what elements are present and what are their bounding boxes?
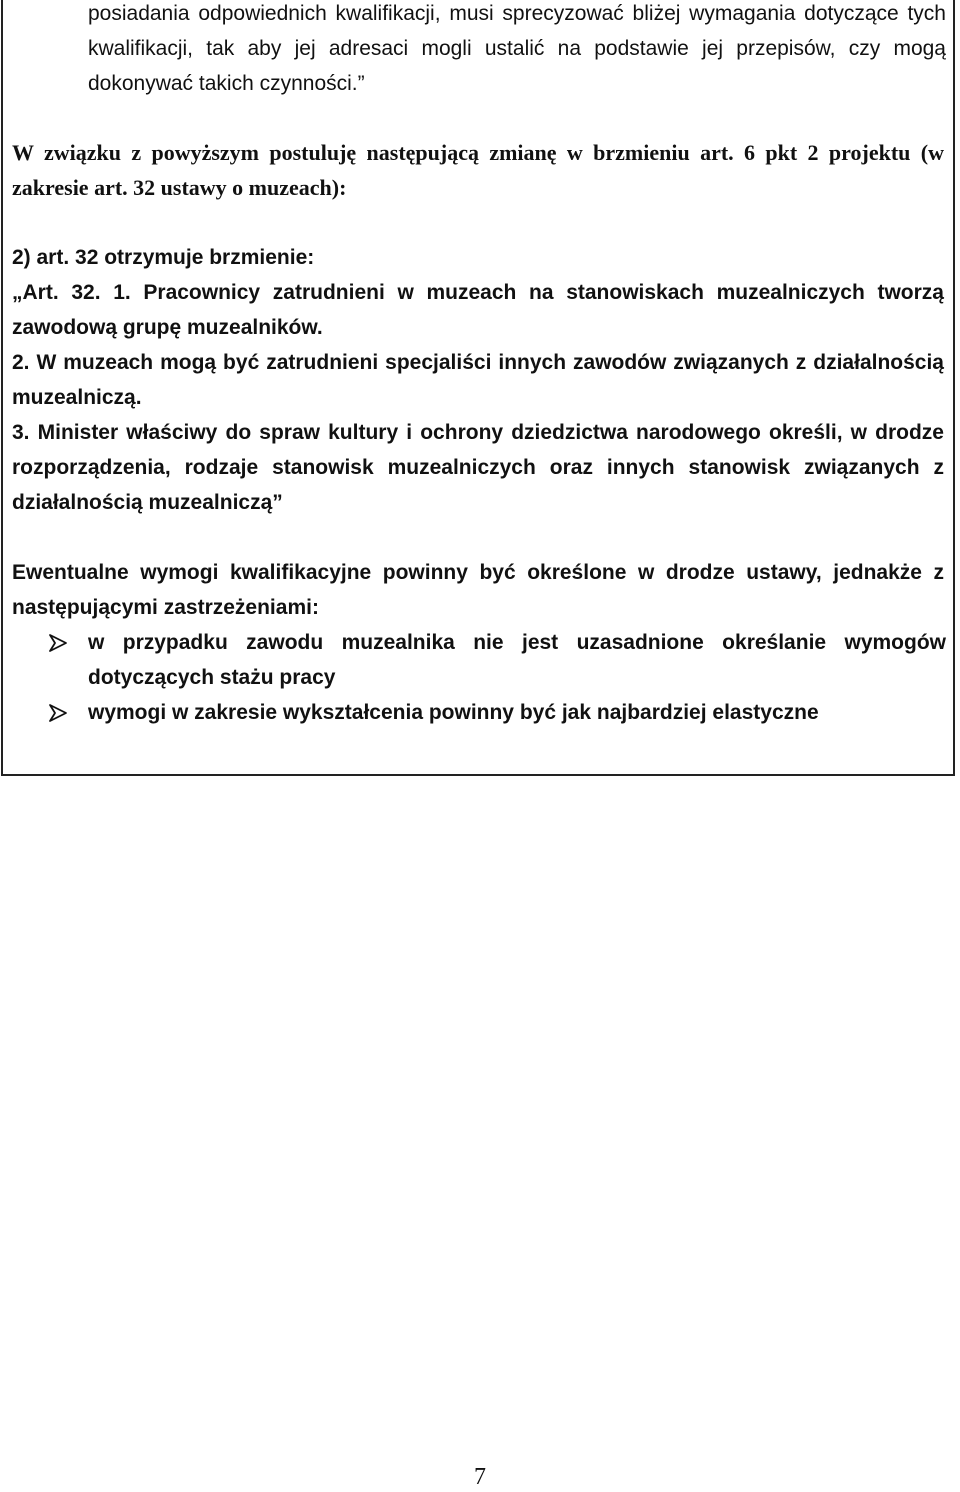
amendment-heading: 2) art. 32 otrzymuje brzmienie: [12, 246, 315, 269]
list-item-text: wymogi w zakresie wykształcenia powinny być jak najbardziej elastyczne [88, 701, 819, 724]
page-number: 7 [474, 1464, 486, 1490]
arrow-bullet-icon [48, 695, 88, 730]
requirements-intro: Ewentualne wymogi kwalifikacyjne powinny być określone w drodze ustawy, jednakże z następującymi zastrzeżeniami: [12, 561, 944, 619]
amendment-point-1: „Art. 32. 1. Pracownicy zatrudnieni w muzeach na stanowiskach muzealniczych tworzą zawodową grupę muzealników. [12, 281, 944, 339]
amendment-point-2: 2. W muzeach mogą być zatrudnieni specjaliści innych zawodów związanych z działalnością muzealniczą. [12, 351, 944, 409]
amendment-point-3: 3. Minister właściwy do spraw kultury i ochrony dziedzictwa narodowego określi, w drodze rozporządzenia, rodzaje stanowisk muzealniczych oraz innych stanowisk związanych z działalnością muzealniczą” [12, 421, 944, 514]
proposal-paragraph: W związku z powyższym postuluję następującą zmianę w brzmieniu art. 6 pkt 2 projektu (w zakresie art. 32 ustawy o muzeach): [12, 140, 944, 200]
intro-paragraph: posiadania odpowiednich kwalifikacji, musi sprecyzować bliżej wymagania dotyczące tych kwalifikacji, tak aby jej adresaci mogli ustalić na podstawie jej przepisów, czy mogą dokonywać takich czynności.” [88, 2, 946, 95]
list-item [48, 695, 948, 730]
list-item [48, 625, 948, 695]
arrow-bullet-icon [48, 625, 88, 660]
list-item-text: w przypadku zawodu muzealnika nie jest uzasadnione określanie wymogów dotyczących stażu pracy [88, 631, 946, 689]
